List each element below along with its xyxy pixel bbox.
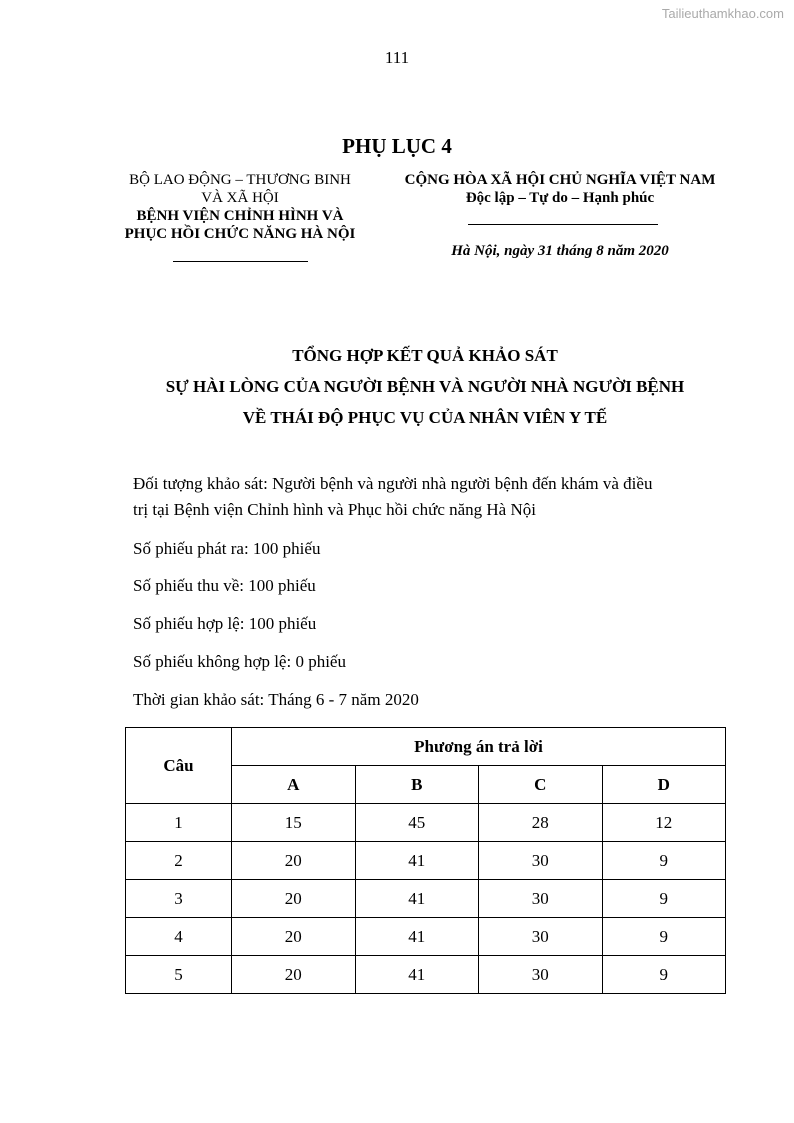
table-cell: 20 (232, 880, 356, 918)
divider (468, 224, 658, 225)
table-row (126, 842, 726, 880)
results-table (125, 727, 726, 994)
left-header (100, 171, 380, 243)
right-header (360, 171, 760, 207)
table-cell: 3 (126, 880, 232, 918)
table-cell: 9 (602, 842, 726, 880)
table-cell: 41 (355, 880, 479, 918)
table-cell: 41 (355, 842, 479, 880)
table-cell: 20 (232, 918, 356, 956)
table-cell: 4 (126, 918, 232, 956)
title-line1: TỔNG HỢP KẾT QUẢ KHẢO SÁT (292, 346, 558, 365)
table-row (126, 880, 726, 918)
survey-time: Thời gian khảo sát: Tháng 6 - 7 năm 2020 (133, 690, 419, 709)
table-cell: 30 (479, 956, 603, 994)
table-cell: 30 (479, 842, 603, 880)
header-option-a: A (232, 766, 356, 804)
header-answer-options: Phương án trả lời (232, 728, 726, 766)
ministry-line2: VÀ XÃ HỘI (201, 190, 279, 206)
ministry-line1: BỘ LAO ĐỘNG – THƯƠNG BINH (129, 172, 351, 188)
table-row (126, 918, 726, 956)
table-cell: 1 (126, 804, 232, 842)
header-option-c: C (479, 766, 603, 804)
table-cell: 41 (355, 956, 479, 994)
invalid-count: Số phiếu không hợp lệ: 0 phiếu (133, 652, 346, 671)
appendix-title: PHỤ LỤC 4 (342, 134, 452, 158)
table-cell: 9 (602, 880, 726, 918)
table-cell: 28 (479, 804, 603, 842)
header-option-b: B (355, 766, 479, 804)
table-cell: 9 (602, 918, 726, 956)
table-cell: 41 (355, 918, 479, 956)
returned-count: Số phiếu thu về: 100 phiếu (133, 576, 316, 595)
valid-count: Số phiếu hợp lệ: 100 phiếu (133, 614, 317, 633)
title-line2: SỰ HÀI LÒNG CỦA NGƯỜI BỆNH VÀ NGƯỜI NHÀ NGƯỜI BỆNH (165, 377, 685, 396)
divider (173, 261, 308, 262)
page-number: 111 (384, 48, 410, 67)
table-row (126, 956, 726, 994)
watermark: Tailieuthamkhao.com (661, 6, 784, 21)
table-cell: 20 (232, 956, 356, 994)
date-line: Hà Nội, ngày 31 tháng 8 năm 2020 (451, 243, 669, 259)
motto: Độc lập – Tự do – Hạnh phúc (465, 190, 655, 206)
document-title (0, 340, 794, 433)
issued-count: Số phiếu phát ra: 100 phiếu (133, 539, 321, 558)
nation-title: CỘNG HÒA XÃ HỘI CHỦ NGHĨA VIỆT NAM (404, 172, 716, 188)
header-option-d: D (602, 766, 726, 804)
table-cell: 30 (479, 880, 603, 918)
table-cell: 15 (232, 804, 356, 842)
table-cell: 30 (479, 918, 603, 956)
table-cell: 5 (126, 956, 232, 994)
table-row (126, 804, 726, 842)
table-cell: 9 (602, 956, 726, 994)
survey-subject-2: trị tại Bệnh viện Chỉnh hình và Phục hồi chức năng Hà Nội (133, 500, 536, 519)
table-cell: 45 (355, 804, 479, 842)
hospital-line2: PHỤC HỒI CHỨC NĂNG HÀ NỘI (124, 226, 356, 242)
table-cell: 12 (602, 804, 726, 842)
table-cell: 20 (232, 842, 356, 880)
title-line3: VỀ THÁI ĐỘ PHỤC VỤ CỦA NHÂN VIÊN Y TẾ (242, 408, 608, 427)
header-question: Câu (126, 728, 232, 804)
table-cell: 2 (126, 842, 232, 880)
hospital-line1: BỆNH VIỆN CHỈNH HÌNH VÀ (136, 208, 344, 224)
survey-subject-1: Đối tượng khảo sát: Người bệnh và người nhà người bệnh đến khám và điều (133, 474, 653, 493)
